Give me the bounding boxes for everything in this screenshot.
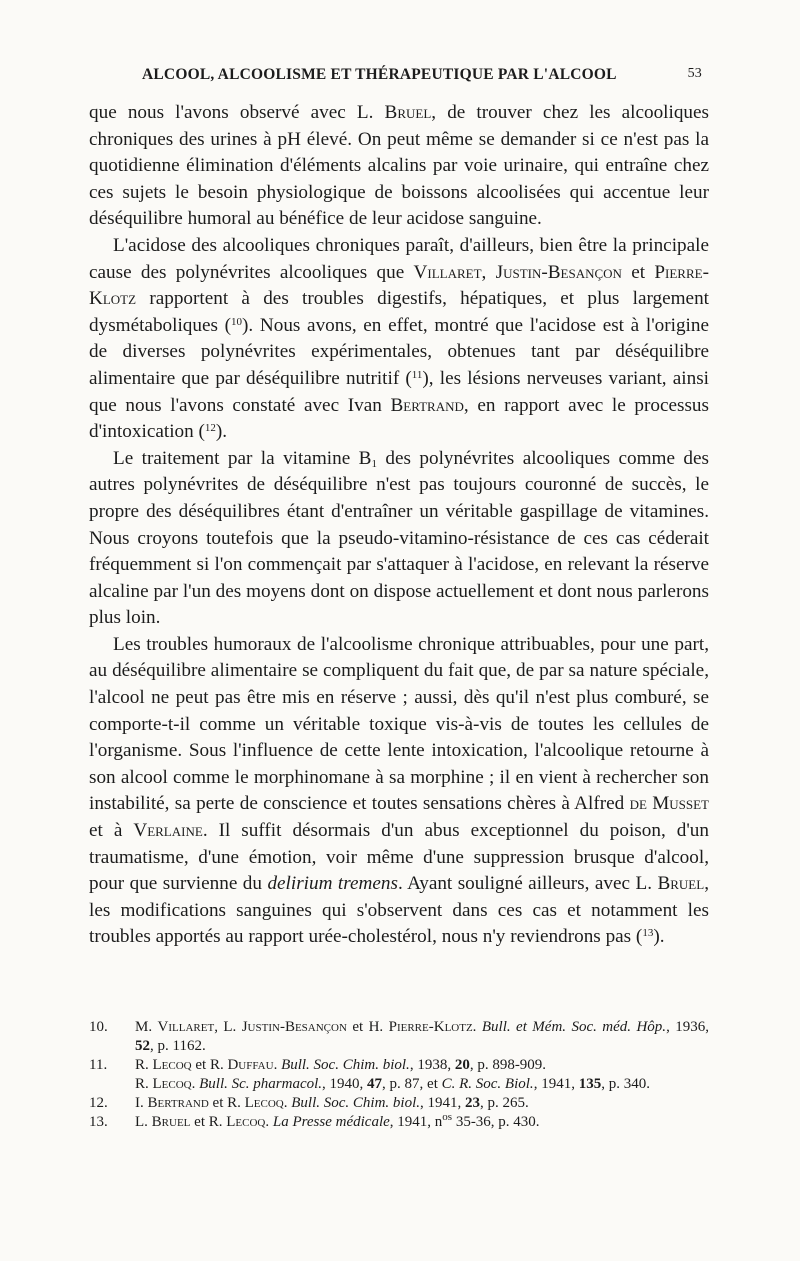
footnote-ref: 11 [411,368,423,381]
footnote-label: 11. [89,1057,108,1073]
author-name: Villaret [413,261,482,283]
author-name: Verlaine [133,820,203,842]
author-name: Bruel [384,102,432,123]
paragraph-2: L'acidose des alcooliques chroniques paraît, d'ailleurs, bien être la principale cause des polynévrites alcooliques que Villaret, Justin-Besançon et Pierre-Klotz rapportent à des troubles digestifs, hépatiques, et plus largement dysmétaboliques ($^{10}$). Nous avons, en effet, montré que l'acidose est à l'origine de diverses polynévrites expérimentales, obtenues tant par déséquilibre alimentaire que par déséquilibre nutritif ($^{11}$), les lésions nerveuses variant, ainsi que nous l'avons constaté avec Ivan Bertrand, en rapport avec le processus d'intoxication ($^{12}$). [89,234,709,443]
footnotes [89,1018,709,1132]
paragraph-4: Les troubles humoraux de l'alcoolisme chronique attribuables, pour une part, au déséquilibre alimentaire se compliquent du fait que, de par sa nature spéciale, l'alcool ne peut pas être mis en réserve ; aussi, dès qu'il n'est plus comburé, se comporte-t-il comme un véritable toxique vis-à-vis de toutes les cellules de l'organisme. Sous l'influence de cette lente intoxication, l'alcoolique retourne à son alcool comme le morphinomane à sa morphine ; il en vient à rechercher son instabilité, sa perte de conscience et toutes sensations chères à Alfred de Musset et à Verlaine. Il suffit désormais d'un abus exceptionnel du poison, d'un traumatisme, d'une émotion, voir même d'une suppression brusque d'alcool, pour que survienne du delirium tremens. Ayant souligné ailleurs, avec L. Bruel, les modifications sanguines qui s'observent dans ces cas et notamment les troubles apportés au rapport urée-cholestérol, nous n'y reviendrons pas ($^{13}$). [89,633,709,948]
running-title: ALCOOL, ALCOOLISME ET THÉRAPEUTIQUE PAR L'ALCOOL [142,66,617,83]
footnote-label: 10. [89,1019,108,1035]
footnote-label: 12. [89,1095,108,1111]
footnote-11-continued: R. Lecoq. Bull. Sc. pharmacol., 1940, 47, p. 87, et C. R. Soc. Biol., 1941, 135, p. 340. [135,1076,650,1092]
running-header [88,66,708,90]
paragraph-3: Le traitement par la vitamine $B_1$ des polynévrites alcooliques comme des autres polynévrites de déséquilibre n'est pas toujours couronné de succès, le propre des déséquilibres étant d'entraîner un véritable gaspillage de vitamines. Nous croyons toutefois que la pseudo-vitamino-résistance de ces cas céderait fréquemment si l'on commençait par s'attaquer à l'acidose, en relevant la réserve alcaline par l'un des moyens dont on dispose actuellement et dont nous parlerons plus loin. [89,447,709,629]
author-name: de Musset [629,793,709,815]
footnote-13: 13. L. Bruel et R. Lecoq. La Presse médicale, 1941, $n^{os}$ 35-36, p. 430. [89,1111,540,1130]
footnote-10: 10. M. Villaret, L. Justin-Besançon et H. Pierre-Klotz. Bull. et Mém. Soc. méd. Hôp., 1936, 52, p. 1162. [89,1019,709,1054]
page-number: 53 [687,66,702,81]
italic-term: delirium tremens [267,873,398,895]
footnote-ref: 13 [642,927,654,940]
body-text [89,100,709,951]
footnote-ref: 12 [204,422,216,435]
footnote-ref: 10 [231,315,243,328]
footnote-11: 11. R. Lecoq et R. Duffau. Bull. Soc. Chim. biol., 1938, 20, p. 898-909. [89,1057,547,1073]
author-name: Pierre-Klotz [89,261,709,310]
paragraph-1: que nous l'avons observé avec L. Bruel, de trouver chez les alcooliques chroniques des urines à pH élevé. On peut même se demander si ce n'est pas la quotidienne élimination d'éléments alcalins par voie urinaire, qui entraîne chez ces sujets le besoin physiologique de boissons alcoolisées qui accentue leur déséquilibre humoral au bénéfice de leur acidose sanguine. [89,102,710,230]
author-name: Bertrand [390,394,464,416]
footnote-label: 13. [89,1114,108,1130]
author-name: Justin-Besançon [495,261,622,283]
subscript: 1 [371,457,377,470]
author-name: Bruel [657,873,705,895]
footnote-12: 12. I. Bertrand et R. Lecoq. Bull. Soc. Chim. biol., 1941, 23, p. 265. [89,1095,529,1111]
